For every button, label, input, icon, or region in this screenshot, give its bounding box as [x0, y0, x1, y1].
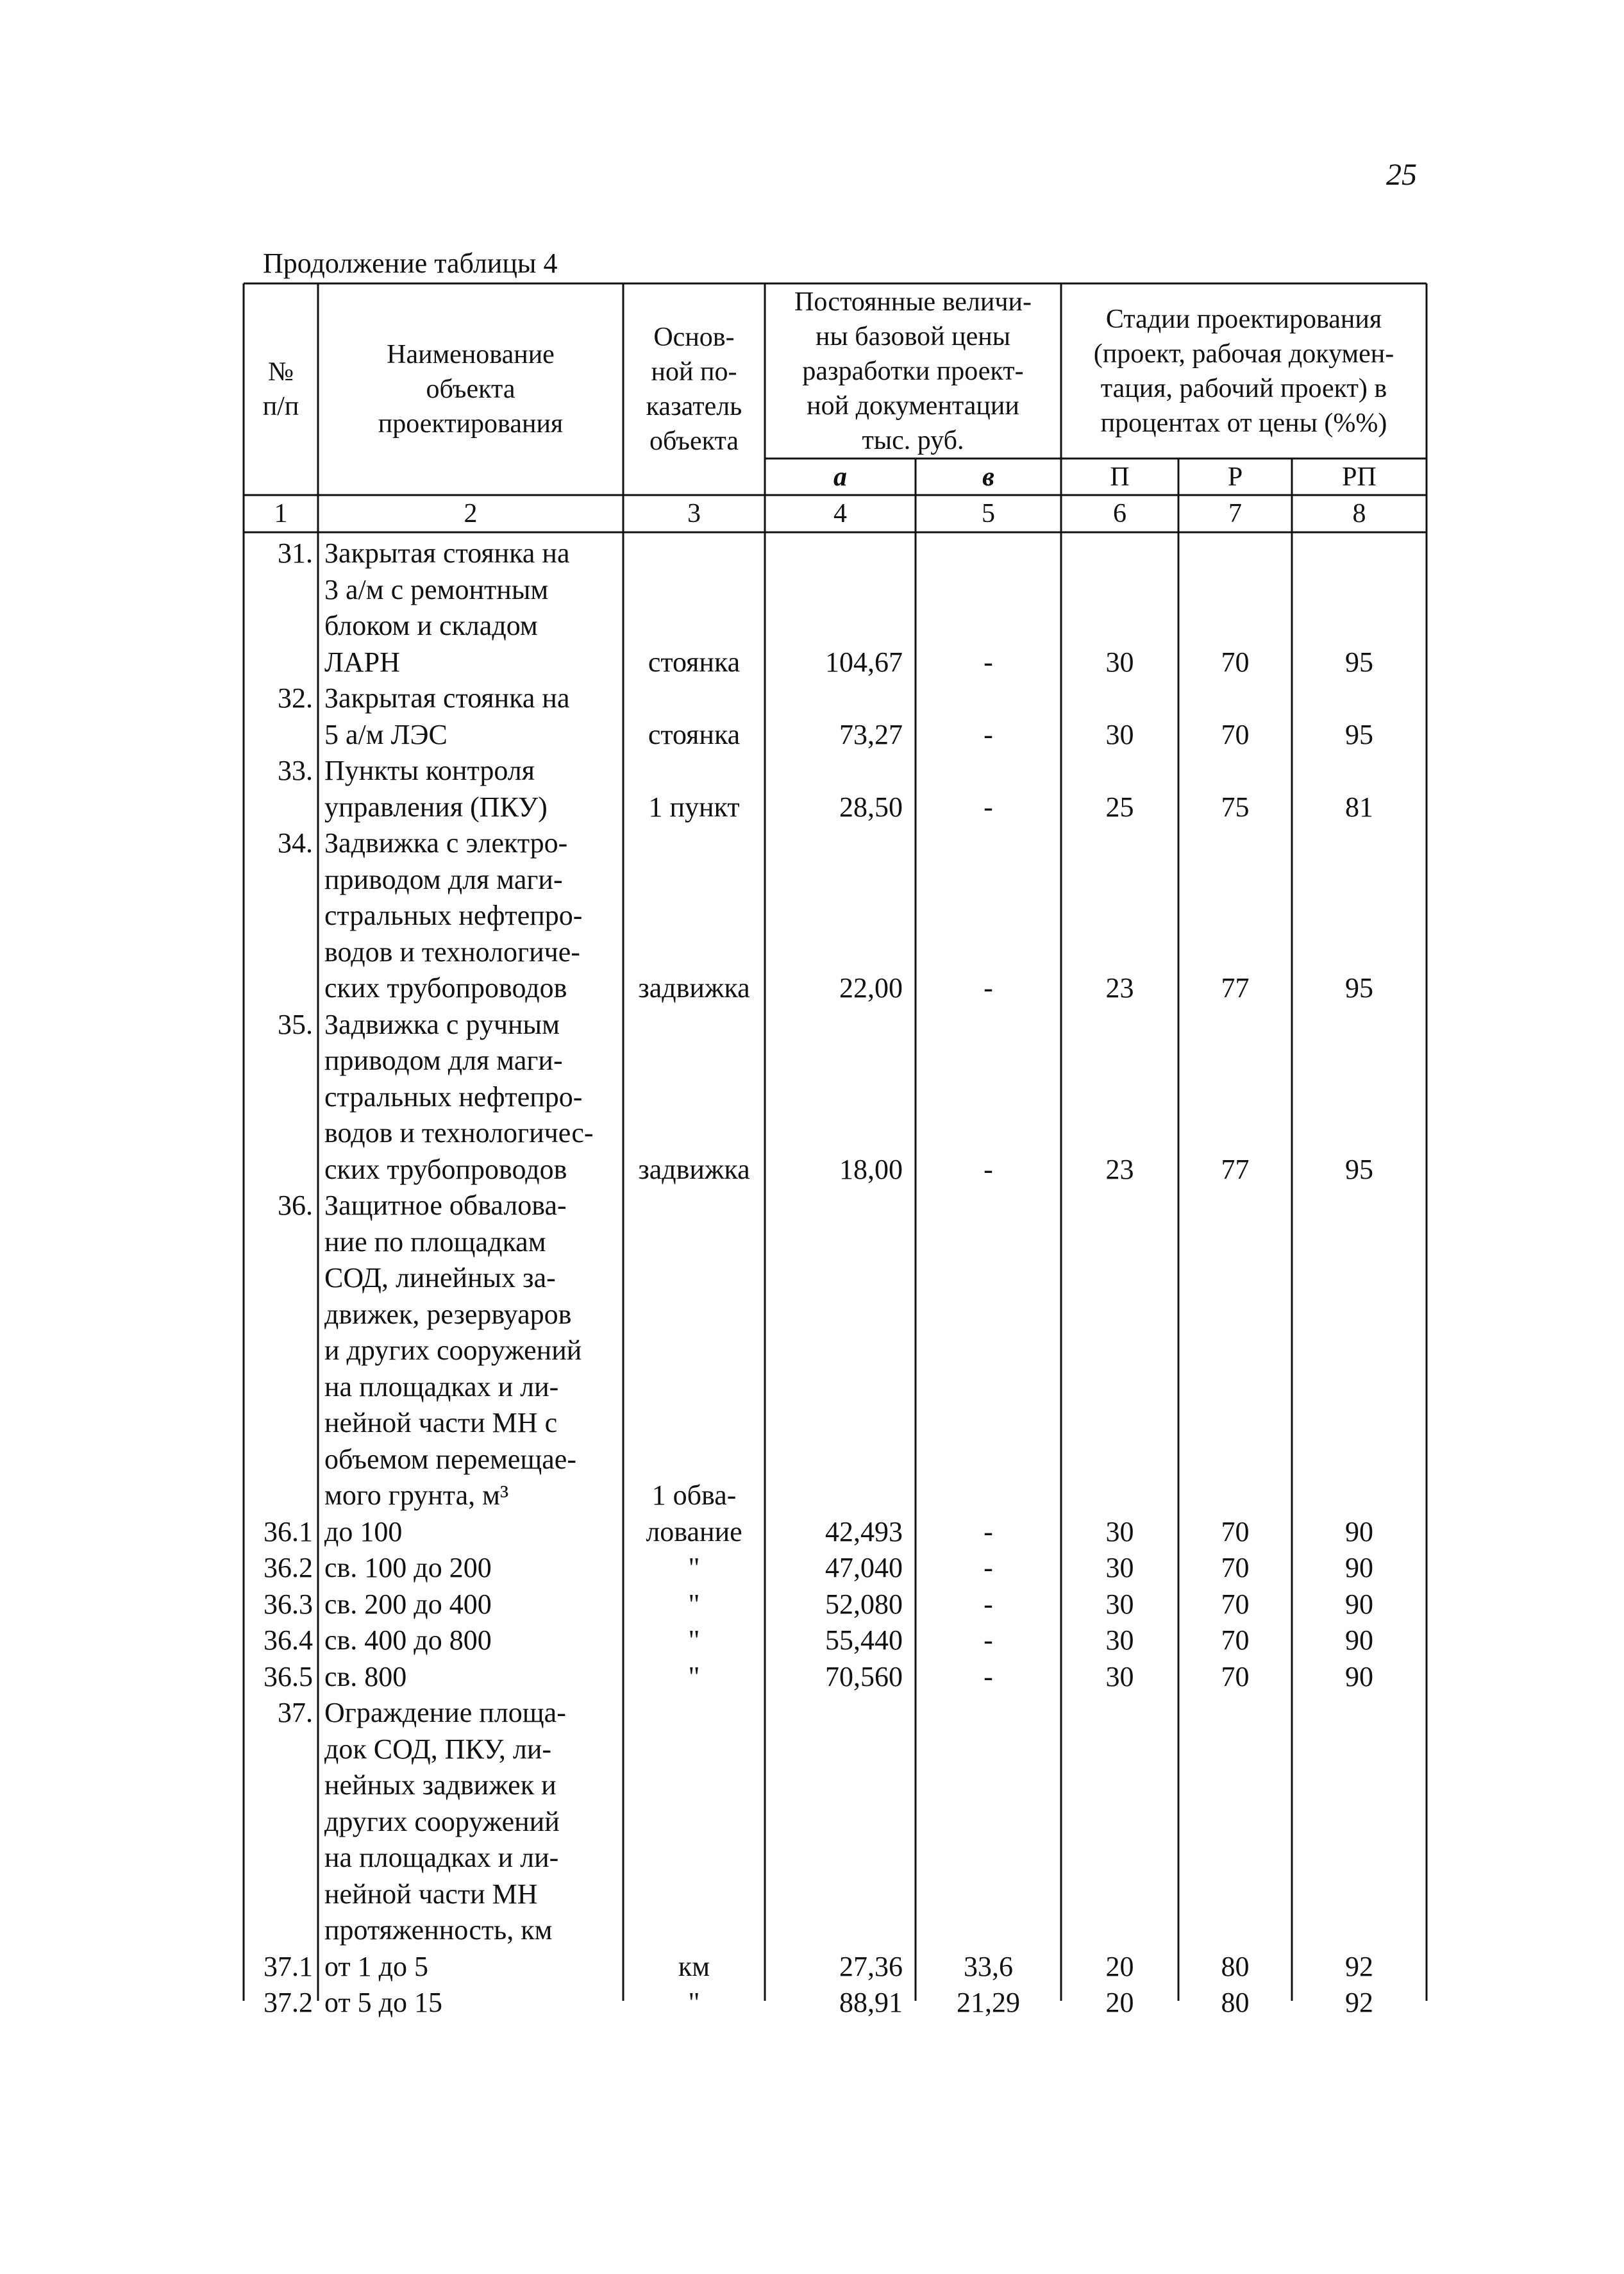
- header-sub-3: П: [1110, 462, 1130, 492]
- header-column-number: 5: [982, 499, 995, 528]
- header-name-line: объекта: [426, 375, 515, 404]
- header-base-price-line: ны базовой цены: [816, 321, 1010, 351]
- header-name-line: проектирования: [378, 409, 564, 439]
- header-column-number: 3: [687, 499, 701, 528]
- header-unit-line: объекта: [649, 426, 739, 456]
- row-name: нейных задвижек и: [324, 1769, 557, 1801]
- header-column-number: 7: [1228, 499, 1242, 528]
- row-stage-p: 30: [1105, 718, 1134, 750]
- header-sub-2: в: [982, 462, 994, 492]
- row-stage-p: 30: [1105, 646, 1134, 678]
- row-number: 32.: [278, 682, 313, 714]
- row-name: объемом перемещае-: [324, 1443, 576, 1475]
- row-value-b: -: [984, 1515, 993, 1547]
- row-stage-r: 80: [1221, 1950, 1250, 1982]
- row-value-b: -: [984, 1660, 993, 1692]
- row-unit: ": [688, 1552, 700, 1583]
- row-value-a: 22,00: [839, 972, 903, 1004]
- row-name: нейной части МН с: [324, 1407, 558, 1438]
- row-stage-r: 70: [1221, 1660, 1250, 1692]
- row-stage-p: 20: [1105, 1987, 1134, 2018]
- row-value-b: -: [984, 718, 993, 750]
- row-name: приводом для маги-: [324, 863, 563, 895]
- header-base-price-line: Постоянные величи-: [794, 287, 1032, 317]
- row-name: от 1 до 5: [324, 1950, 429, 1982]
- row-stage-p: 23: [1105, 1153, 1134, 1185]
- row-stage-rp: 81: [1345, 791, 1373, 823]
- row-unit: лование: [646, 1515, 742, 1547]
- row-number: 36.2: [264, 1552, 313, 1583]
- row-number: 36.5: [264, 1660, 313, 1692]
- row-number: 37.2: [264, 1987, 313, 2018]
- row-value-b: -: [984, 791, 993, 823]
- row-name: и других сооружений: [324, 1335, 582, 1366]
- row-stage-r: 70: [1221, 1624, 1250, 1656]
- row-stage-p: 25: [1105, 791, 1134, 823]
- row-name: док СОД, ПКУ, ли-: [324, 1733, 552, 1765]
- row-unit: задвижка: [638, 972, 750, 1004]
- row-name: Защитное обвалова-: [324, 1190, 567, 1221]
- row-name: 5 а/м ЛЭС: [324, 718, 448, 750]
- row-name: движек, резервуаров: [324, 1298, 572, 1330]
- row-stage-r: 77: [1221, 1153, 1250, 1185]
- header-stages: [1061, 283, 1427, 459]
- row-stage-r: 70: [1221, 718, 1250, 750]
- row-stage-p: 30: [1105, 1552, 1134, 1583]
- row-stage-p: 30: [1105, 1515, 1134, 1547]
- row-unit: км: [678, 1950, 710, 1982]
- header-stages-line: (проект, рабочая докумен-: [1093, 339, 1394, 369]
- row-stage-r: 70: [1221, 646, 1250, 678]
- row-name: приводом для маги-: [324, 1045, 563, 1076]
- row-number: 36.1: [264, 1515, 313, 1547]
- row-name: ние по площадкам: [324, 1225, 546, 1258]
- row-unit: стоянка: [648, 646, 741, 678]
- header-column-number: 6: [1113, 499, 1126, 528]
- row-name: Пункты контроля: [324, 755, 535, 786]
- row-stage-rp: 95: [1345, 646, 1373, 678]
- row-value-a: 27,36: [839, 1950, 903, 1982]
- row-stage-rp: 90: [1345, 1552, 1373, 1583]
- row-name: на площадках и ли-: [324, 1842, 559, 1873]
- row-stage-rp: 95: [1345, 1153, 1373, 1185]
- row-value-b: -: [984, 1588, 993, 1620]
- header-column-number: 1: [274, 499, 288, 528]
- header-unit-line: ной по-: [651, 357, 737, 387]
- row-name: мого грунта, м³: [324, 1479, 509, 1511]
- row-value-a: 73,27: [839, 718, 903, 750]
- row-unit: ": [688, 1987, 700, 2018]
- row-value-b: -: [984, 646, 993, 678]
- row-number: 37.1: [264, 1950, 313, 1982]
- row-stage-p: 20: [1105, 1950, 1134, 1982]
- row-name: нейной части МН: [324, 1878, 538, 1910]
- row-number: 36.3: [264, 1588, 313, 1620]
- row-value-a: 28,50: [839, 791, 903, 823]
- row-value-a: 70,560: [825, 1660, 903, 1692]
- row-stage-p: 30: [1105, 1624, 1134, 1656]
- row-name: до 100: [324, 1515, 403, 1547]
- row-name: блоком и складом: [324, 610, 538, 641]
- row-value-a: 104,67: [825, 646, 903, 678]
- row-number: 36.4: [264, 1624, 313, 1656]
- row-number: 35.: [278, 1008, 313, 1040]
- header-number-line: №: [267, 357, 294, 387]
- row-name: Задвижка с электро-: [324, 827, 568, 859]
- row-stage-rp: 90: [1345, 1515, 1373, 1547]
- row-number: 31.: [278, 537, 313, 569]
- header-base-price-line: ной документации: [807, 391, 1019, 421]
- row-number: 34.: [278, 827, 313, 859]
- row-unit: 1 пункт: [648, 791, 740, 823]
- row-name: св. 400 до 800: [324, 1624, 492, 1656]
- row-stage-p: 30: [1105, 1588, 1134, 1620]
- row-value-b: -: [984, 1153, 993, 1185]
- row-unit: ": [688, 1660, 700, 1692]
- row-name: водов и технологиче-: [324, 936, 580, 968]
- row-unit: 1 обва-: [651, 1479, 737, 1511]
- row-stage-p: 23: [1105, 972, 1134, 1004]
- row-stage-rp: 95: [1345, 972, 1373, 1004]
- row-name: св. 800: [324, 1660, 407, 1692]
- row-stage-r: 70: [1221, 1552, 1250, 1583]
- header-base-price-line: разработки проект-: [802, 356, 1024, 386]
- row-value-a: 55,440: [825, 1624, 903, 1656]
- row-value-b: 33,6: [964, 1950, 1013, 1982]
- row-value-a: 42,493: [825, 1515, 903, 1547]
- header-unit: [623, 283, 765, 495]
- row-name: других сооружений: [324, 1805, 560, 1837]
- header-column-number: 8: [1352, 499, 1366, 528]
- row-name: Ограждение площа-: [324, 1697, 566, 1728]
- header-stages-line: тация, рабочий проект) в: [1100, 373, 1387, 403]
- row-name: св. 100 до 200: [324, 1552, 492, 1583]
- header-name-line: Наименование: [387, 340, 555, 369]
- row-stage-r: 77: [1221, 972, 1250, 1004]
- row-name: 3 а/м с ремонтным: [324, 573, 549, 605]
- header-number-line: п/п: [262, 392, 299, 421]
- row-stage-r: 70: [1221, 1588, 1250, 1620]
- row-value-b: -: [984, 972, 993, 1004]
- header-stages-line: Стадии проектирования: [1105, 304, 1382, 334]
- header-number: [244, 283, 318, 495]
- row-stage-rp: 92: [1345, 1987, 1373, 2018]
- row-stage-rp: 95: [1345, 718, 1373, 750]
- header-unit-line: казатель: [646, 392, 742, 421]
- row-number: 37.: [278, 1697, 313, 1728]
- row-stage-rp: 90: [1345, 1588, 1373, 1620]
- header-unit-line: Основ-: [653, 323, 735, 352]
- row-value-a: 52,080: [825, 1588, 903, 1620]
- row-name: Закрытая стоянка на: [324, 537, 570, 569]
- row-name: стральных нефтепро-: [324, 900, 583, 931]
- row-name: протяженность, км: [324, 1914, 553, 1946]
- row-name: Задвижка с ручным: [324, 1008, 560, 1040]
- row-unit: стоянка: [648, 718, 741, 750]
- table-caption: Продолжение таблицы 4: [263, 248, 558, 279]
- row-name: от 5 до 15: [324, 1987, 443, 2018]
- row-name: ЛАРН: [324, 646, 400, 678]
- header-sub-4: Р: [1227, 462, 1243, 492]
- header-stages-line: процентах от цены (%%): [1100, 408, 1387, 438]
- row-stage-rp: 92: [1345, 1950, 1373, 1982]
- row-unit: задвижка: [638, 1153, 750, 1185]
- row-name: стральных нефтепро-: [324, 1081, 583, 1113]
- row-value-b: 21,29: [957, 1987, 1020, 2018]
- row-value-b: -: [984, 1624, 993, 1656]
- row-unit: ": [688, 1624, 700, 1656]
- header-column-number: 2: [464, 499, 478, 528]
- header-sub-1: а: [833, 462, 847, 492]
- row-name: СОД, линейных за-: [324, 1262, 556, 1293]
- row-name: ских трубопроводов: [324, 972, 567, 1004]
- row-name: управления (ПКУ): [324, 791, 548, 823]
- row-value-b: -: [984, 1552, 993, 1583]
- row-name: ских трубопроводов: [324, 1153, 567, 1185]
- header-column-number: 4: [833, 499, 847, 528]
- row-name: на площадках и ли-: [324, 1370, 559, 1402]
- row-stage-rp: 90: [1345, 1624, 1373, 1656]
- row-stage-r: 75: [1221, 791, 1250, 823]
- row-value-a: 88,91: [839, 1987, 903, 2018]
- header-base-price: [765, 283, 1061, 459]
- page-number: 25: [1386, 158, 1417, 192]
- header-sub-5: РП: [1342, 462, 1377, 492]
- row-stage-p: 30: [1105, 1660, 1134, 1692]
- row-unit: ": [688, 1588, 700, 1620]
- row-value-a: 47,040: [825, 1552, 903, 1583]
- row-stage-rp: 90: [1345, 1660, 1373, 1692]
- row-number: 33.: [278, 755, 313, 786]
- row-stage-r: 80: [1221, 1987, 1250, 2018]
- row-stage-r: 70: [1221, 1515, 1250, 1547]
- row-value-a: 18,00: [839, 1153, 903, 1185]
- header-name: [318, 283, 623, 495]
- row-name: водов и технологичес-: [324, 1117, 594, 1149]
- header-base-price-line: тыс. руб.: [862, 425, 964, 455]
- row-name: св. 200 до 400: [324, 1588, 492, 1620]
- row-number: 36.: [278, 1190, 313, 1221]
- row-name: Закрытая стоянка на: [324, 682, 570, 714]
